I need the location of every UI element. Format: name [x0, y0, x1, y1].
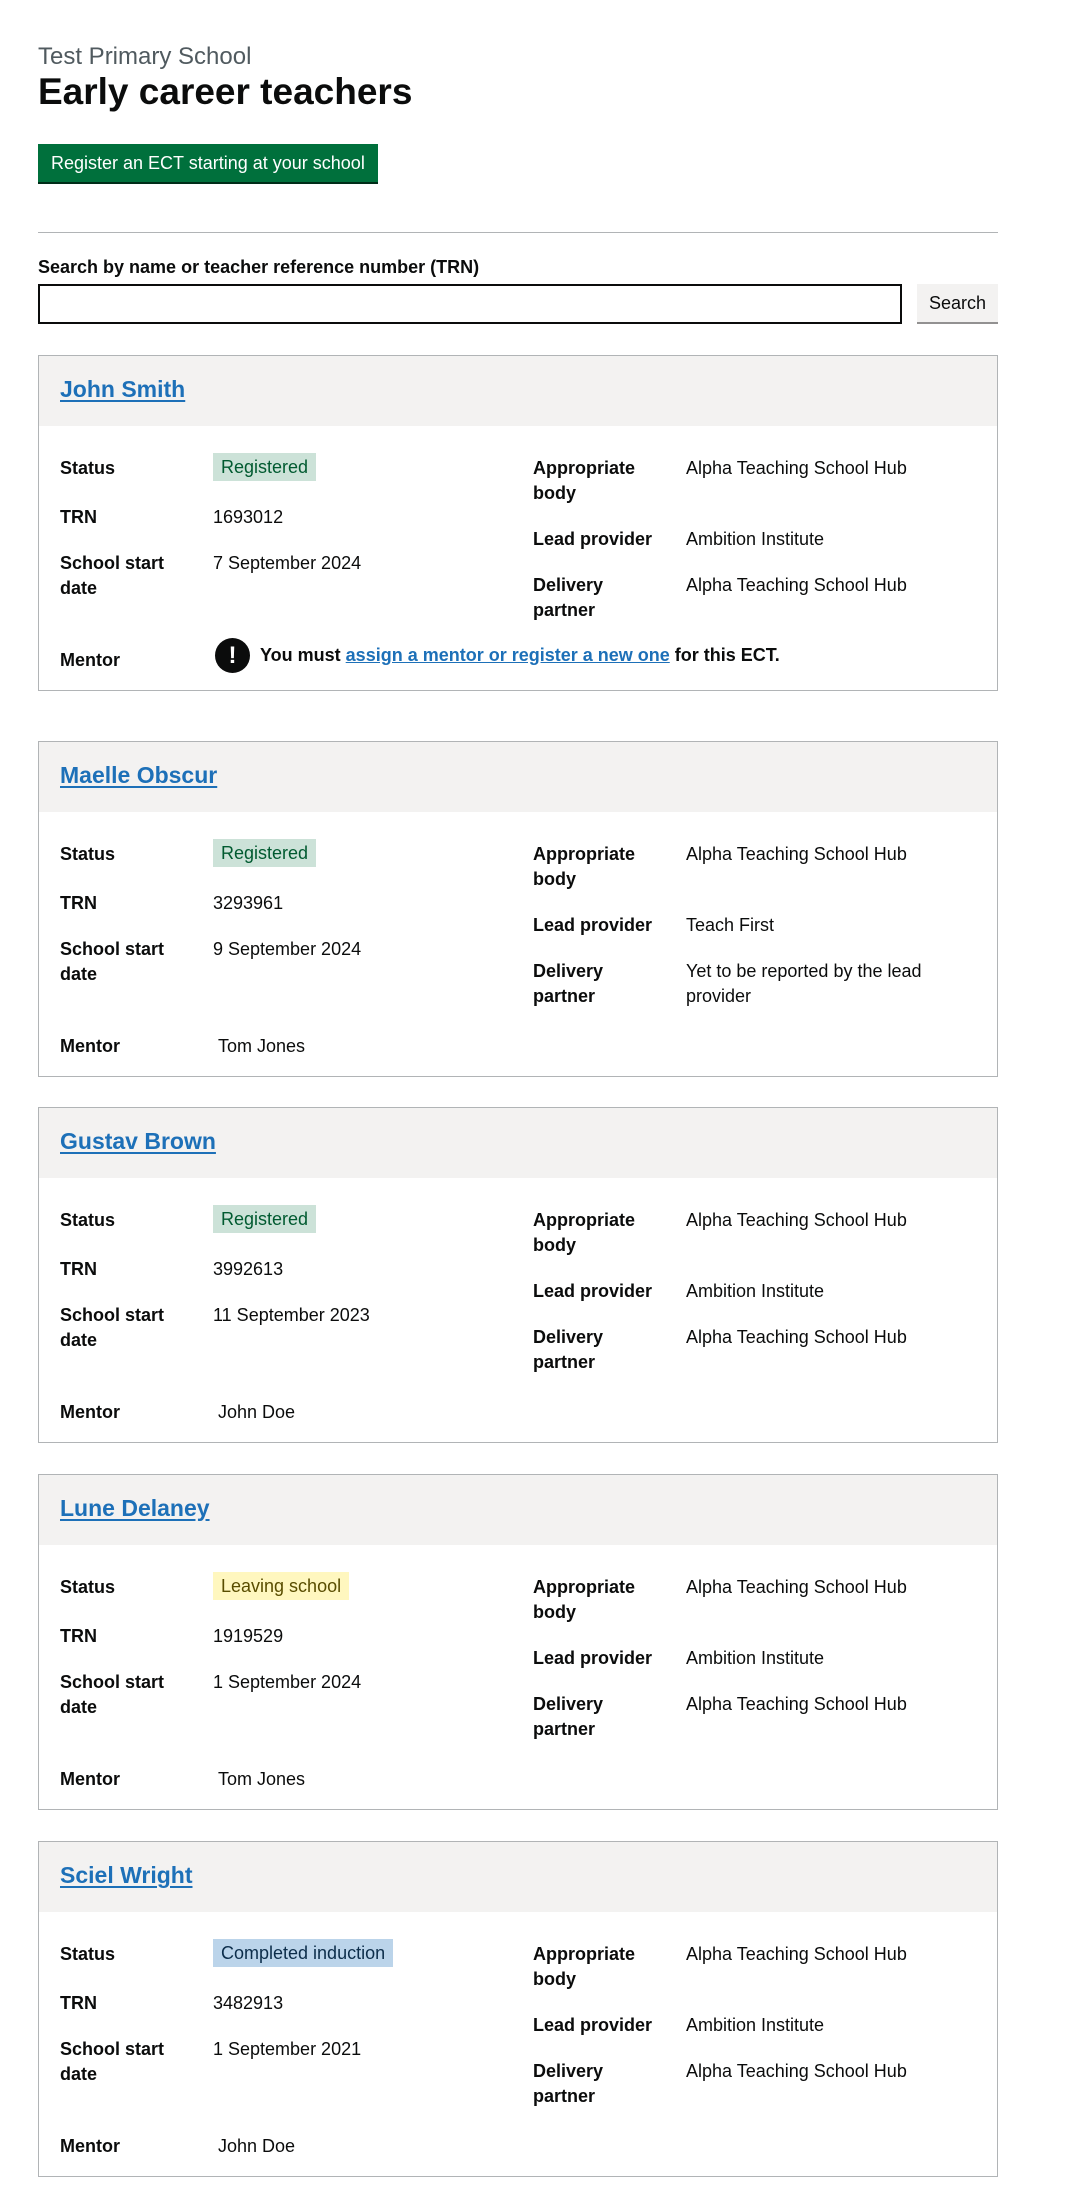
status-badge: Completed induction [213, 1939, 393, 1967]
mentor-value: John Doe [218, 1402, 296, 1422]
lead-provider-value: Ambition Institute [686, 1281, 825, 1301]
ect-name-link[interactable]: Gustav Brown [60, 1128, 216, 1154]
appropriate-body-key-line1: Appropriate [533, 1210, 636, 1230]
assign-mentor-link[interactable]: assign a mentor or register a new one [345, 645, 670, 665]
ect-card [38, 1107, 998, 1443]
start-date-value: 1 September 2024 [213, 1672, 362, 1692]
delivery-partner-value: Alpha Teaching School Hub [686, 1327, 907, 1347]
appropriate-body-key-line2: body [533, 1235, 576, 1255]
search-button[interactable]: Search [917, 284, 998, 322]
status-key: Status [60, 844, 116, 864]
status-value [213, 1939, 393, 1967]
appropriate-body-key-line1: Appropriate [533, 1577, 636, 1597]
appropriate-body-key-line2: body [533, 1969, 576, 1989]
lead-provider-key: Lead provider [533, 1281, 653, 1301]
status-value [213, 839, 316, 867]
school-caption: Test Primary School [38, 43, 252, 70]
mentor-key: Mentor [60, 650, 120, 670]
trn-value: 1919529 [213, 1626, 284, 1646]
start-date-value: 1 September 2021 [213, 2039, 362, 2059]
delivery-partner-value-line2: provider [686, 986, 752, 1006]
ect-card [38, 1841, 998, 2177]
section-divider [38, 232, 998, 233]
warning-prefix: You must [260, 645, 346, 665]
start-date-key-line2: date [60, 2064, 98, 2084]
ect-name-link[interactable]: John Smith [60, 376, 186, 402]
trn-key: TRN [60, 1626, 97, 1646]
start-date-value: 7 September 2024 [213, 553, 362, 573]
card-header [39, 1842, 997, 1912]
delivery-partner-value: Alpha Teaching School Hub [686, 2061, 907, 2081]
start-date-key-line2: date [60, 1330, 98, 1350]
lead-provider-key: Lead provider [533, 529, 653, 549]
register-ect-button[interactable]: Register an ECT starting at your school [38, 144, 378, 182]
appropriate-body-key-line1: Appropriate [533, 458, 636, 478]
status-key: Status [60, 1944, 116, 1964]
delivery-partner-value: Alpha Teaching School Hub [686, 1694, 907, 1714]
lead-provider-value: Teach First [686, 915, 775, 935]
appropriate-body-value: Alpha Teaching School Hub [686, 1210, 907, 1230]
mentor-value: Tom Jones [218, 1769, 306, 1789]
start-date-key-line1: School start [60, 1305, 165, 1325]
start-date-key-line2: date [60, 1697, 98, 1717]
status-value [213, 1572, 349, 1600]
start-date-key-line1: School start [60, 1672, 165, 1692]
card-body [39, 1912, 997, 2176]
ect-name-link[interactable]: Maelle Obscur [60, 762, 218, 788]
status-key: Status [60, 1577, 116, 1597]
warning-suffix: for this ECT. [669, 645, 780, 665]
appropriate-body-key-line1: Appropriate [533, 1944, 636, 1964]
page-title: Early career teachers [38, 71, 413, 112]
start-date-key-line2: date [60, 964, 98, 984]
ect-name-link[interactable]: Lune Delaney [60, 1495, 210, 1521]
mentor-key: Mentor [60, 1769, 120, 1789]
status-badge: Registered [213, 453, 316, 481]
status-key: Status [60, 1210, 116, 1230]
appropriate-body-value: Alpha Teaching School Hub [686, 1944, 907, 1964]
appropriate-body-key-line2: body [533, 483, 576, 503]
mentor-warning-text [260, 645, 780, 666]
delivery-partner-key-line1: Delivery [533, 1327, 604, 1347]
card-header [39, 742, 997, 812]
lead-provider-key: Lead provider [533, 2015, 653, 2035]
search-input[interactable] [38, 284, 902, 324]
start-date-value: 11 September 2023 [213, 1305, 370, 1325]
trn-value: 3482913 [213, 1993, 284, 2013]
delivery-partner-value-line1: Yet to be reported by the lead [686, 961, 922, 981]
trn-value: 3293961 [213, 893, 284, 913]
trn-value: 1693012 [213, 507, 284, 527]
card-body [39, 812, 997, 1076]
delivery-partner-key-line2: partner [533, 1719, 596, 1739]
trn-key: TRN [60, 1993, 97, 2013]
ect-card [38, 741, 998, 1077]
appropriate-body-key-line2: body [533, 869, 576, 889]
delivery-partner-key-line1: Delivery [533, 2061, 604, 2081]
delivery-partner-key-line1: Delivery [533, 575, 604, 595]
ect-card [38, 355, 998, 691]
start-date-key-line1: School start [60, 553, 165, 573]
appropriate-body-value: Alpha Teaching School Hub [686, 458, 907, 478]
mentor-warning [215, 638, 780, 673]
lead-provider-value: Ambition Institute [686, 2015, 825, 2035]
card-body [39, 1545, 997, 1809]
appropriate-body-key-line2: body [533, 1602, 576, 1622]
start-date-value: 9 September 2024 [213, 939, 362, 959]
delivery-partner-key-line2: partner [533, 2086, 596, 2106]
delivery-partner-key-line2: partner [533, 986, 596, 1006]
mentor-value: John Doe [218, 2136, 296, 2156]
delivery-partner-key-line1: Delivery [533, 1694, 604, 1714]
start-date-key-line2: date [60, 578, 98, 598]
card-header [39, 1475, 997, 1545]
exclamation-icon: ! [215, 638, 250, 673]
delivery-partner-key-line1: Delivery [533, 961, 604, 981]
card-header [39, 356, 997, 426]
ect-name-link[interactable]: Sciel Wright [60, 1862, 193, 1888]
trn-key: TRN [60, 507, 97, 527]
lead-provider-value: Ambition Institute [686, 1648, 825, 1668]
appropriate-body-key-line1: Appropriate [533, 844, 636, 864]
mentor-value: Tom Jones [218, 1036, 306, 1056]
start-date-key-line1: School start [60, 2039, 165, 2059]
trn-key: TRN [60, 893, 97, 913]
status-key: Status [60, 458, 116, 478]
trn-key: TRN [60, 1259, 97, 1279]
mentor-key: Mentor [60, 2136, 120, 2156]
ect-card [38, 1474, 998, 1810]
lead-provider-key: Lead provider [533, 915, 653, 935]
status-badge: Registered [213, 1205, 316, 1233]
status-badge: Leaving school [213, 1572, 349, 1600]
delivery-partner-key-line2: partner [533, 600, 596, 620]
status-value [213, 1205, 316, 1233]
delivery-partner-key-line2: partner [533, 1352, 596, 1372]
mentor-key: Mentor [60, 1402, 120, 1422]
trn-value: 3992613 [213, 1259, 284, 1279]
status-badge: Registered [213, 839, 316, 867]
lead-provider-key: Lead provider [533, 1648, 653, 1668]
start-date-key-line1: School start [60, 939, 165, 959]
mentor-key: Mentor [60, 1036, 120, 1056]
search-label: Search by name or teacher reference number (TRN) [38, 257, 480, 277]
card-header [39, 1108, 997, 1178]
card-body [39, 1178, 997, 1442]
appropriate-body-value: Alpha Teaching School Hub [686, 1577, 907, 1597]
status-value [213, 453, 316, 481]
appropriate-body-value: Alpha Teaching School Hub [686, 844, 907, 864]
delivery-partner-value: Alpha Teaching School Hub [686, 575, 907, 595]
lead-provider-value: Ambition Institute [686, 529, 825, 549]
card-body [39, 426, 997, 690]
